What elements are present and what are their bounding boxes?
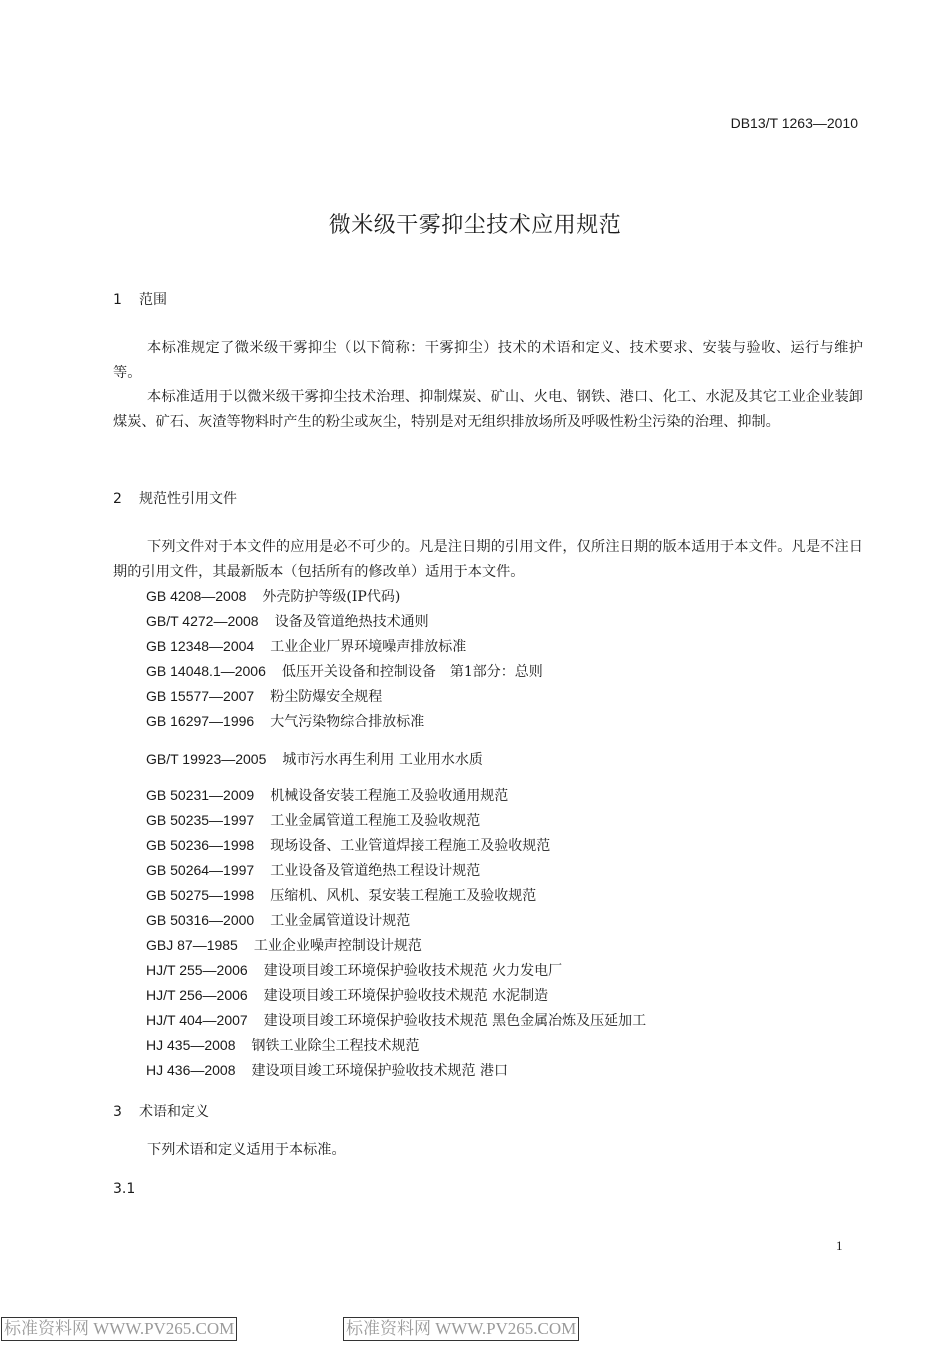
reference-code: GB 50316—2000 [146, 912, 255, 928]
scope-paragraph-2: 本标准适用于以微米级干雾抑尘技术治理、抑制煤炭、矿山、火电、钢铁、港口、化工、水泥及其它工业企业装卸煤炭、矿石、灰渣等物料时产生的粉尘或灰尘，特别是对无组织排放场所及呼吸性粉尘污染的治理、抑制。 [113, 389, 863, 430]
reference-code: GB 50236—1998 [146, 837, 255, 853]
section-number: 3 [113, 1104, 122, 1120]
section-title: 术语和定义 [139, 1104, 209, 1120]
reference-item [146, 835, 550, 855]
reference-item [146, 985, 548, 1005]
reference-code: HJ/T 255—2006 [146, 962, 248, 978]
reference-title: 设备及管道绝热技术通则 [274, 614, 429, 630]
reference-title: 建设项目竣工环境保护验收技术规范 火力发电厂 [263, 963, 563, 979]
reference-item [146, 636, 466, 656]
reference-code: HJ 436—2008 [146, 1062, 236, 1078]
section-3-heading [113, 1101, 209, 1121]
reference-item [146, 1060, 508, 1080]
reference-title: 建设项目竣工环境保护验收技术规范 水泥制造 [263, 988, 549, 1004]
reference-code: GB 50275—1998 [146, 887, 255, 903]
reference-code: HJ/T 256—2006 [146, 987, 248, 1003]
reference-title: 压缩机、风机、泵安装工程施工及验收规范 [270, 888, 537, 904]
reference-item [146, 661, 543, 681]
reference-item [146, 910, 410, 930]
reference-code: GB 15577—2007 [146, 688, 255, 704]
reference-code: GB 16297—1996 [146, 713, 255, 729]
reference-item [146, 810, 480, 830]
reference-code: GB 12348—2004 [146, 638, 255, 654]
reference-item [146, 711, 424, 731]
reference-item [146, 749, 483, 769]
reference-item [146, 686, 382, 706]
watermark-box: 标准资料网 WWW.PV265.COM [1, 1317, 237, 1341]
reference-title: 城市污水再生利用 工业用水水质 [282, 752, 483, 768]
reference-item [146, 785, 508, 805]
section-number: 2 [113, 491, 122, 507]
reference-item [146, 1010, 646, 1030]
section-2-heading [113, 488, 237, 508]
reference-code: GB/T 19923—2005 [146, 751, 267, 767]
reference-item [146, 586, 400, 606]
reference-title: 工业设备及管道绝热工程设计规范 [270, 863, 481, 879]
scope-paragraph-1: 本标准规定了微米级干雾抑尘（以下简称：干雾抑尘）技术的术语和定义、技术要求、安装与验收、运行与维护等。 [113, 340, 863, 381]
clause-number: 3.1 [113, 1181, 136, 1197]
reference-title: 钢铁工业除尘工程技术规范 [251, 1038, 420, 1054]
reference-code: GB/T 4272—2008 [146, 613, 259, 629]
reference-item [146, 611, 429, 631]
reference-title: 建设项目竣工环境保护验收技术规范 黑色金属冶炼及压延加工 [263, 1013, 647, 1029]
reference-code: GB 50264—1997 [146, 862, 255, 878]
terms-intro-paragraph: 下列术语和定义适用于本标准。 [147, 1142, 346, 1158]
reference-title: 工业企业厂界环境噪声排放标准 [270, 639, 467, 655]
reference-item [146, 1035, 420, 1055]
reference-title: 外壳防护等级(IP代码) [262, 589, 401, 605]
page-number: 1 [836, 1238, 843, 1253]
reference-code: GBJ 87—1985 [146, 937, 238, 953]
section-title: 规范性引用文件 [139, 491, 237, 507]
reference-title: 大气污染物综合排放标准 [270, 714, 425, 730]
references-intro-paragraph: 下列文件对于本文件的应用是必不可少的。凡是注日期的引用文件，仅所注日期的版本适用于本文件。凡是不注日期的引用文件，其最新版本（包括所有的修改单）适用于本文件。 [113, 539, 863, 580]
reference-code: HJ/T 404—2007 [146, 1012, 248, 1028]
reference-title: 低压开关设备和控制设备 第1部分：总则 [281, 664, 543, 680]
section-number: 1 [113, 292, 122, 308]
reference-code: GB 4208—2008 [146, 588, 247, 604]
reference-title: 工业企业噪声控制设计规范 [253, 938, 422, 954]
reference-code: GB 50235—1997 [146, 812, 255, 828]
reference-title: 现场设备、工业管道焊接工程施工及验收规范 [270, 838, 551, 854]
reference-item [146, 860, 480, 880]
reference-code: GB 50231—2009 [146, 787, 255, 803]
reference-title: 建设项目竣工环境保护验收技术规范 港口 [251, 1063, 508, 1079]
standard-code: DB13/T 1263—2010 [730, 115, 858, 131]
reference-title: 工业金属管道设计规范 [270, 913, 411, 929]
reference-item [146, 885, 536, 905]
reference-code: HJ 435—2008 [146, 1037, 236, 1053]
reference-title: 粉尘防爆安全规程 [270, 689, 383, 705]
document-title: 微米级干雾抑尘技术应用规范 [328, 213, 622, 238]
reference-title: 工业金属管道工程施工及验收规范 [270, 813, 481, 829]
section-title: 范围 [139, 292, 167, 308]
reference-title: 机械设备安装工程施工及验收通用规范 [270, 788, 509, 804]
watermark-box: 标准资料网 WWW.PV265.COM [343, 1317, 579, 1341]
reference-code: GB 14048.1—2006 [146, 663, 266, 679]
reference-item [146, 960, 562, 980]
reference-item [146, 935, 422, 955]
section-1-heading [113, 289, 167, 309]
